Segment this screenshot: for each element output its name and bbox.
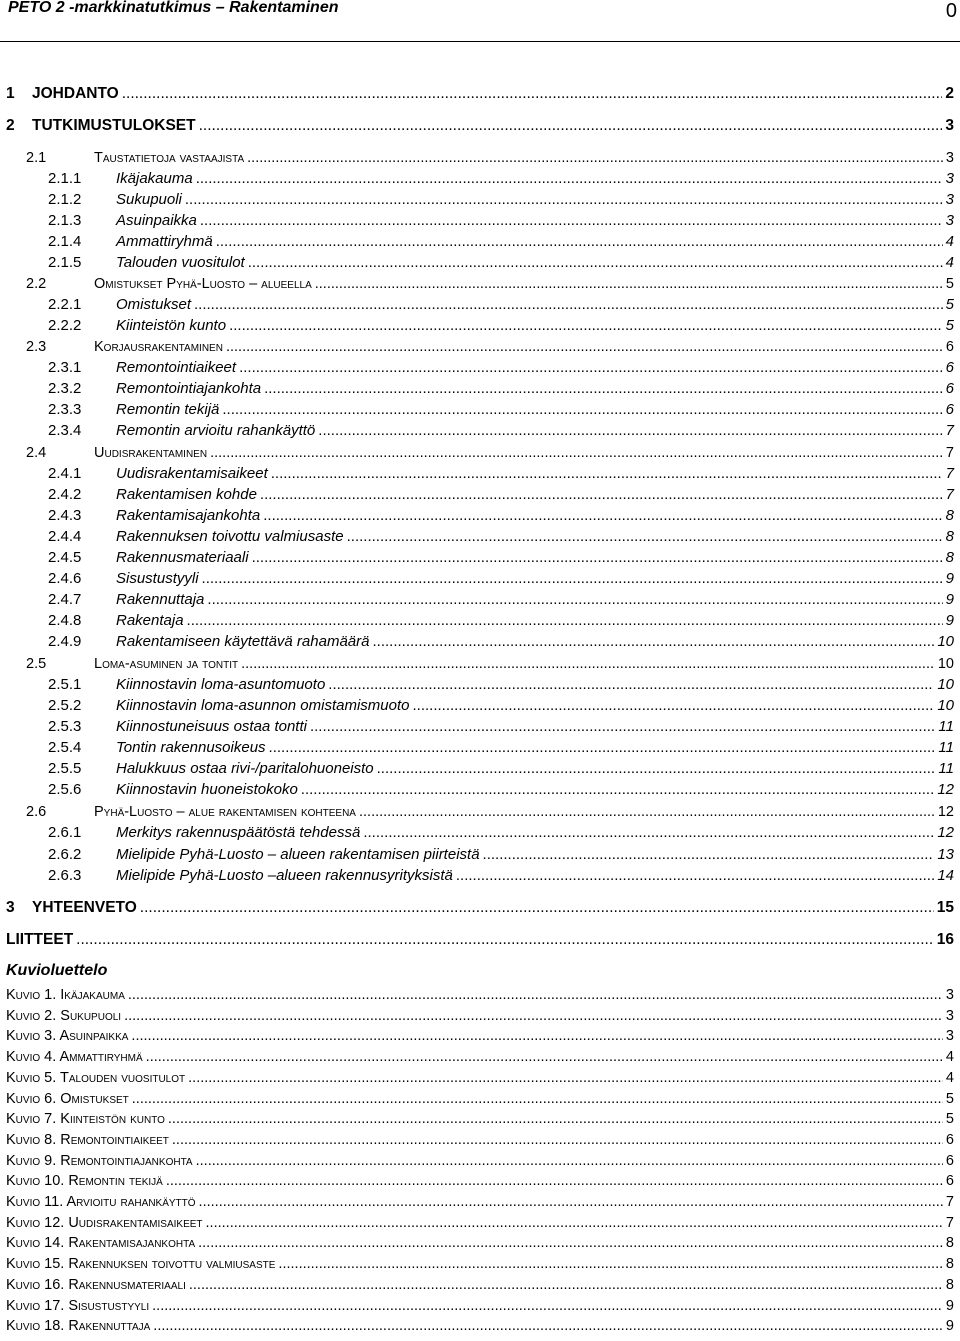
toc-entry-title: Remontointiaikeet: [116, 359, 237, 376]
toc-entry-number: 2.5.3: [48, 718, 82, 735]
figure-entry-page: 3: [945, 1028, 954, 1044]
toc-entry-number: 2.4.8: [48, 612, 82, 629]
toc-entry[interactable]: [0, 527, 954, 547]
toc-entry-number: 2.6.2: [48, 846, 82, 863]
dot-leader: [199, 1192, 943, 1212]
figure-list-entry[interactable]: [0, 1213, 954, 1233]
dot-leader: [194, 295, 943, 315]
toc-entry-number: 2.4.4: [48, 528, 82, 545]
figure-list-entry[interactable]: [0, 1192, 954, 1212]
figure-entry-page: 8: [945, 1235, 954, 1251]
toc-entry-number: 2.6: [26, 804, 47, 820]
toc-entry-page: 11: [938, 760, 954, 777]
figure-list-entry[interactable]: [0, 1296, 954, 1316]
toc-entry-title: Mielipide Pyhä-Luosto – alueen rakentamisen piirteistä: [116, 846, 480, 863]
toc-entry-page: 11: [938, 718, 954, 735]
figure-entry-title: Kuvio 11. Arvioitu rahankäyttö: [6, 1194, 196, 1210]
toc-entry-number: 2.3.2: [48, 380, 82, 397]
toc-entry-title: Kiinnostavin loma-asunnon omistamismuoto: [116, 697, 410, 714]
toc-entry[interactable]: [0, 611, 954, 631]
toc-entry-title: Omistukset Pyhä-Luosto – alueella: [94, 276, 312, 292]
toc-entry-number: 2.3: [26, 339, 47, 355]
dot-leader: [377, 759, 936, 779]
toc-entry-number: 2.5.1: [48, 676, 82, 693]
figure-entry-title: Kuvio 16. Rakennusmateriaali: [6, 1277, 186, 1293]
figure-entry-title: Kuvio 2. Sukupuoli: [6, 1008, 122, 1024]
toc-entry-page: 7: [945, 445, 954, 461]
dot-leader: [260, 485, 943, 505]
toc-entry-page: 9: [945, 570, 954, 587]
figure-entry-page: 7: [945, 1215, 954, 1231]
toc-entry-title: Rakentamiseen käytettävä rahamäärä: [116, 633, 370, 650]
toc-entry-page: 3: [945, 117, 954, 134]
dot-leader: [359, 802, 935, 822]
toc-entry[interactable]: [0, 548, 954, 568]
toc-entry-title: Kiinteistön kunto: [116, 317, 227, 334]
toc-entry[interactable]: [0, 802, 954, 822]
figure-entry-title: Kuvio 5. Talouden vuositulot: [6, 1070, 186, 1086]
dot-leader: [483, 845, 935, 865]
dot-leader: [196, 1151, 943, 1171]
toc-entry-title: Remontin arvioitu rahankäyttö: [116, 422, 316, 439]
dot-leader: [318, 421, 942, 441]
toc-entry-title: Rakennuksen toivottu valmiusaste: [116, 528, 344, 545]
toc-entry-number: 2.5.6: [48, 781, 82, 798]
dot-leader: [328, 675, 934, 695]
dot-leader: [153, 1316, 943, 1336]
toc-entry-page: 3: [945, 170, 954, 187]
toc-entry-page: 12: [937, 824, 954, 841]
figure-list-heading: Kuvioluettelo: [6, 962, 108, 979]
toc-entry[interactable]: [0, 232, 954, 252]
dot-leader: [199, 116, 943, 136]
toc-entry-number: 2.3.4: [48, 422, 82, 439]
toc-entry-title: Ammattiryhmä: [116, 233, 213, 250]
toc-entry[interactable]: [0, 443, 954, 463]
figure-entry-title: Kuvio 10. Remontin tekijä: [6, 1173, 163, 1189]
figure-entry-page: 6: [945, 1132, 954, 1148]
toc-entry-page: 12: [937, 804, 954, 820]
figure-entry-page: 3: [945, 987, 954, 1003]
toc-entry[interactable]: [0, 759, 954, 779]
dot-leader: [188, 1068, 943, 1088]
figure-entry-title: Kuvio 12. Uudisrakentamisaikeet: [6, 1215, 203, 1231]
toc-entry[interactable]: [0, 898, 954, 918]
toc-entry[interactable]: [0, 274, 954, 294]
dot-leader: [172, 1130, 943, 1150]
figure-entry-title: Kuvio 4. Ammattiryhmä: [6, 1049, 143, 1065]
toc-entry-title: Pyhä-Luosto – alue rakentamisen kohteena: [94, 804, 356, 820]
toc-entry-page: 7: [945, 422, 954, 439]
dot-leader: [122, 84, 943, 104]
toc-entry-title: Rakentaja: [116, 612, 184, 629]
figure-entry-page: 6: [945, 1153, 954, 1169]
toc-entry-page: 9: [945, 612, 954, 629]
toc-entry-page: 10: [937, 697, 954, 714]
toc-entry-title: Omistukset: [116, 296, 192, 313]
toc-entry[interactable]: [0, 654, 954, 674]
toc-entry-page: 12: [937, 781, 954, 798]
figure-entry-title: Kuvio 6. Omistukset: [6, 1091, 129, 1107]
toc-entry[interactable]: [0, 190, 954, 210]
toc-entry[interactable]: [0, 675, 954, 695]
dot-leader: [128, 985, 943, 1005]
toc-entry-title: Merkitys rakennuspäätöstä tehdessä: [116, 824, 361, 841]
dot-leader: [140, 898, 934, 918]
dot-leader: [271, 464, 943, 484]
figure-list-entry[interactable]: [0, 1026, 954, 1046]
toc-entry-title: YHTEENVETO: [32, 899, 137, 916]
toc-entry[interactable]: [0, 569, 954, 589]
toc-entry-title: Rakentamisajankohta: [116, 507, 261, 524]
dot-leader: [206, 1213, 943, 1233]
toc-entry-number: 2.1.5: [48, 254, 82, 271]
dot-leader: [210, 443, 943, 463]
figure-entry-title: Kuvio 14. Rakentamisajankohta: [6, 1235, 196, 1251]
toc-entry-number: 2.6.3: [48, 867, 82, 884]
toc-entry-number: 2.4.7: [48, 591, 82, 608]
figure-list-entry[interactable]: [0, 1047, 954, 1067]
toc-entry-title: Ikäjakauma: [116, 170, 193, 187]
toc-entry-number: 2.4.3: [48, 507, 82, 524]
toc-entry-page: 6: [945, 380, 954, 397]
toc-entry[interactable]: [0, 295, 954, 315]
figure-entry-title: Kuvio 15. Rakennuksen toivottu valmiusaste: [6, 1256, 276, 1272]
toc-entry-number: 2.1.3: [48, 212, 82, 229]
dot-leader: [202, 569, 943, 589]
figure-list-entry[interactable]: [0, 985, 954, 1005]
figure-entry-page: 9: [945, 1298, 954, 1314]
toc-entry-number: 2.1: [26, 150, 47, 166]
toc-entry-title: Kiinnostavin huoneistokoko: [116, 781, 298, 798]
toc-entry-number: 2.1.4: [48, 233, 82, 250]
toc-entry[interactable]: [0, 717, 954, 737]
dot-leader: [131, 1026, 943, 1046]
figure-entry-page: 4: [945, 1070, 954, 1086]
toc-entry-page: 5: [945, 317, 954, 334]
figure-entry-title: Kuvio 8. Remontointiaikeet: [6, 1132, 169, 1148]
figure-list-entry[interactable]: [0, 1109, 954, 1129]
figure-entry-page: 6: [945, 1173, 954, 1189]
toc-entry-page: 2: [945, 85, 954, 102]
toc-entry[interactable]: [0, 464, 954, 484]
toc-entry-title: Talouden vuositulot: [116, 254, 245, 271]
figure-entry-page: 8: [945, 1256, 954, 1272]
toc-entry-number: 3: [6, 899, 15, 916]
figure-entry-page: 5: [945, 1091, 954, 1107]
toc-entry-number: 2.5: [26, 656, 47, 672]
figure-entry-title: Kuvio 3. Asuinpaikka: [6, 1028, 129, 1044]
figure-list-entry[interactable]: [0, 1233, 954, 1253]
toc-entry-page: 3: [945, 191, 954, 208]
dot-leader: [152, 1296, 943, 1316]
toc-entry-title: Kiinnostavin loma-asuntomuoto: [116, 676, 326, 693]
figure-entry-title: Kuvio 9. Remontointiajankohta: [6, 1153, 193, 1169]
figure-entry-title: Kuvio 18. Rakennuttaja: [6, 1318, 151, 1334]
figure-entry-title: Kuvio 7. Kiinteistön kunto: [6, 1111, 165, 1127]
dot-leader: [372, 632, 934, 652]
figure-list-entry[interactable]: [0, 1275, 954, 1295]
dot-leader: [146, 1047, 943, 1067]
toc-entry-page: 16: [936, 931, 954, 948]
toc-entry[interactable]: [0, 845, 954, 865]
dot-leader: [248, 253, 943, 273]
toc-entry-title: Rakentamisen kohde: [116, 486, 257, 503]
toc-entry[interactable]: [0, 148, 954, 168]
figure-list-entry[interactable]: [0, 1130, 954, 1150]
toc-entry-title: Remontin tekijä: [116, 401, 220, 418]
dot-leader: [347, 527, 943, 547]
toc-entry-title: Remontointiajankohta: [116, 380, 262, 397]
dot-leader: [166, 1171, 943, 1191]
toc-entry-number: 2.5.2: [48, 697, 82, 714]
toc-entry-number: 2.2: [26, 276, 47, 292]
dot-leader: [216, 232, 943, 252]
toc-entry-page: 6: [945, 359, 954, 376]
toc-entry-page: 8: [945, 507, 954, 524]
dot-leader: [187, 611, 943, 631]
dot-leader: [363, 823, 934, 843]
dot-leader: [241, 654, 935, 674]
figure-entry-page: 8: [945, 1277, 954, 1293]
figure-entry-page: 7: [945, 1194, 954, 1210]
toc-entry[interactable]: [0, 169, 954, 189]
toc-entry-title: Taustatietoja vastaajista: [94, 150, 245, 166]
figure-entry-page: 3: [945, 1008, 954, 1024]
toc-entry-number: 2.6.1: [48, 824, 82, 841]
toc-entry[interactable]: [0, 780, 954, 800]
figure-list-entry[interactable]: [0, 1254, 954, 1274]
toc-entry[interactable]: [0, 590, 954, 610]
toc-entry-number: 2.4.5: [48, 549, 82, 566]
figure-entry-page: 5: [945, 1111, 954, 1127]
toc-entry[interactable]: [0, 84, 954, 104]
toc-entry-page: 3: [945, 150, 954, 166]
toc-entry-number: 2.4.6: [48, 570, 82, 587]
toc-entry-page: 5: [945, 296, 954, 313]
dot-leader: [412, 696, 934, 716]
toc-entry[interactable]: [0, 116, 954, 136]
figure-list-entry[interactable]: [0, 1316, 954, 1336]
page-number: 0: [945, 0, 957, 22]
dot-leader: [278, 1254, 943, 1274]
toc-entry-number: 2: [6, 117, 15, 134]
toc-entry-number: 2.3.1: [48, 359, 82, 376]
dot-leader: [269, 738, 936, 758]
toc-entry-title: Uudisrakentaminen: [94, 445, 208, 461]
toc-entry-number: 2.4.9: [48, 633, 82, 650]
dot-leader: [252, 548, 943, 568]
figure-list-entry[interactable]: [0, 1068, 954, 1088]
dot-leader: [200, 211, 943, 231]
toc-entry[interactable]: [0, 316, 954, 336]
figure-list-entry[interactable]: [0, 1006, 954, 1026]
dot-leader: [132, 1089, 943, 1109]
toc-entry-number: 1: [6, 85, 15, 102]
toc-entry-page: 6: [945, 401, 954, 418]
toc-entry[interactable]: [0, 930, 954, 950]
toc-entry[interactable]: [0, 358, 954, 378]
dot-leader: [198, 1233, 943, 1253]
header-rule: [0, 41, 960, 42]
toc-entry-page: 9: [945, 591, 954, 608]
dot-leader: [456, 866, 934, 886]
figure-entry-title: Kuvio 1. Ikäjakauma: [6, 987, 125, 1003]
toc-entry-title: TUTKIMUSTULOKSET: [32, 117, 196, 134]
document-title: PETO 2 -markkinatutkimus – Rakentaminen: [8, 0, 339, 16]
toc-entry-page: 10: [937, 633, 954, 650]
toc-entry-number: 2.4: [26, 445, 47, 461]
toc-entry-number: 2.5.5: [48, 760, 82, 777]
toc-entry-title: Loma-asuminen ja tontit: [94, 656, 239, 672]
toc-entry[interactable]: [0, 632, 954, 652]
dot-leader: [207, 590, 942, 610]
toc-entry-title: Mielipide Pyhä-Luosto –alueen rakennusyrityksistä: [116, 867, 453, 884]
toc-entry-page: 3: [945, 212, 954, 229]
figure-entry-page: 9: [945, 1318, 954, 1334]
toc-entry[interactable]: [0, 400, 954, 420]
toc-entry[interactable]: [0, 506, 954, 526]
toc-entry[interactable]: [0, 485, 954, 505]
toc-entry[interactable]: [0, 696, 954, 716]
dot-leader: [229, 316, 943, 336]
dot-leader: [189, 1275, 943, 1295]
toc-entry-page: 13: [937, 846, 954, 863]
toc-entry[interactable]: [0, 337, 954, 357]
toc-entry-title: Halukkuus ostaa rivi-/paritalohuoneisto: [116, 760, 374, 777]
toc-entry[interactable]: [0, 421, 954, 441]
toc-entry[interactable]: [0, 738, 954, 758]
toc-entry-number: 2.3.3: [48, 401, 82, 418]
toc-entry-page: 10: [937, 676, 954, 693]
toc-entry-title: Sisustustyyli: [116, 570, 199, 587]
figure-list-entry[interactable]: [0, 1171, 954, 1191]
toc-entry-number: 2.1.1: [48, 170, 82, 187]
toc-entry-number: 2.1.2: [48, 191, 82, 208]
dot-leader: [247, 148, 943, 168]
toc-entry-title: Uudisrakentamisaikeet: [116, 465, 268, 482]
page-header: [0, 0, 960, 22]
dot-leader: [301, 780, 935, 800]
toc-entry-page: 14: [937, 867, 954, 884]
toc-entry-title: Tontin rakennusoikeus: [116, 739, 266, 756]
toc-entry-title: JOHDANTO: [32, 85, 119, 102]
toc-entry-page: 8: [945, 549, 954, 566]
toc-entry-title: Kiinnostuneisuus ostaa tontti: [116, 718, 307, 735]
figure-list-entry[interactable]: [0, 1151, 954, 1171]
toc-entry-page: 5: [945, 276, 954, 292]
toc-entry-title: Asuinpaikka: [116, 212, 197, 229]
toc-entry-title: LIITTEET: [6, 931, 74, 948]
toc-entry-page: 15: [936, 899, 954, 916]
dot-leader: [168, 1109, 943, 1129]
toc-entry-page: 10: [937, 656, 954, 672]
dot-leader: [315, 274, 943, 294]
toc-entry[interactable]: [0, 866, 954, 886]
dot-leader: [263, 506, 942, 526]
toc-entry-number: 2.4.2: [48, 486, 82, 503]
toc-entry-title: Sukupuoli: [116, 191, 182, 208]
toc-entry-page: 4: [945, 233, 954, 250]
dot-leader: [310, 717, 935, 737]
toc-entry-title: Rakennusmateriaali: [116, 549, 249, 566]
toc-entry-number: 2.4.1: [48, 465, 82, 482]
dot-leader: [239, 358, 943, 378]
dot-leader: [76, 930, 934, 950]
dot-leader: [264, 379, 943, 399]
toc-entry-number: 2.2.2: [48, 317, 82, 334]
toc-entry-page: 11: [938, 739, 954, 756]
toc-entry-page: 4: [945, 254, 954, 271]
dot-leader: [196, 169, 943, 189]
toc-entry-number: 2.2.1: [48, 296, 82, 313]
toc-entry[interactable]: [0, 253, 954, 273]
dot-leader: [222, 400, 942, 420]
toc-entry-number: 2.5.4: [48, 739, 82, 756]
toc-entry-page: 8: [945, 528, 954, 545]
figure-entry-title: Kuvio 17. Sisustustyyli: [6, 1298, 150, 1314]
toc-entry[interactable]: [0, 211, 954, 231]
toc-entry-title: Rakennuttaja: [116, 591, 205, 608]
toc-entry-page: 6: [945, 339, 954, 355]
toc-entry[interactable]: [0, 379, 954, 399]
toc-entry-title: Korjausrakentaminen: [94, 339, 223, 355]
toc-entry-page: 7: [945, 465, 954, 482]
dot-leader: [124, 1006, 943, 1026]
dot-leader: [185, 190, 943, 210]
toc-entry[interactable]: [0, 823, 954, 843]
figure-entry-page: 4: [945, 1049, 954, 1065]
dot-leader: [226, 337, 943, 357]
figure-list-entry[interactable]: [0, 1089, 954, 1109]
toc-entry-page: 7: [945, 486, 954, 503]
